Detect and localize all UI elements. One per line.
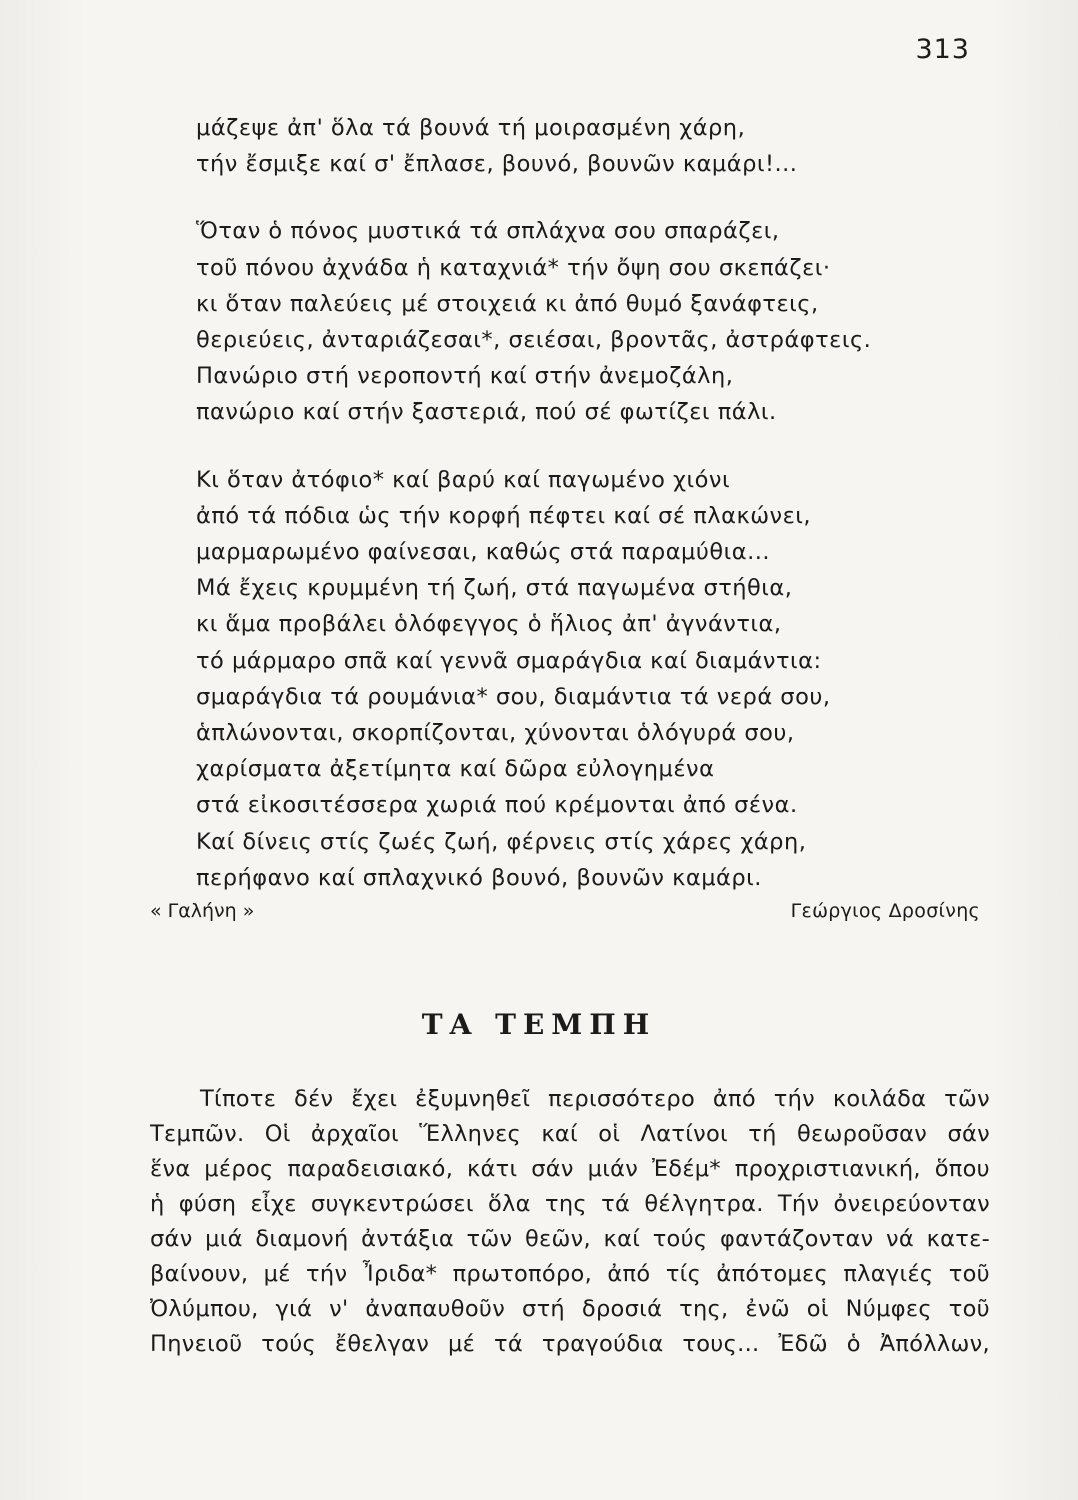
poem-stanza-3 [196, 462, 956, 896]
poem-author: Γεώργιος Δροσίνης [790, 900, 980, 922]
verse-line: κι ὅταν παλεύεις μέ στοιχειά κι ἀπό θυμό ξανάφτεις, [196, 290, 819, 317]
verse-line: περήφανο καί σπλαχνικό βουνό, βουνῶν καμάρι. [196, 864, 762, 891]
verse-line: θεριεύεις, ἀνταριάζεσαι*, σειέσαι, βροντᾶς, ἀστράφτεις. [196, 327, 872, 354]
poem-source: « Γαλήνη » [150, 900, 255, 922]
verse-line: τοῦ πόνου ἀχνάδα ἡ καταχνιά* τήν ὄψη σου σκεπάζει· [196, 254, 831, 281]
prose-line: ἡ φύση εἶχε συγκεντρώσει ὅλα της τά θέλγητρα. Τήν ὀνειρεύονταν [150, 1191, 990, 1217]
verse-line: σμαράγδια τά ρουμάνια* σου, διαμάντια τά νερά σου, [196, 683, 831, 710]
prose-line: Πηνειοῦ τούς ἔθελγαν μέ τά τραγούδια τους... Ἐδῶ ὁ Ἀπόλλων, [150, 1331, 990, 1357]
verse-line: πανώριο καί στήν ξαστεριά, πού σέ φωτίζει πάλι. [196, 399, 777, 426]
prose-line: βαίνουν, μέ τήν Ἶριδα* πρωτοπόρο, ἀπό τίς ἀπότομες πλαγιές τοῦ [150, 1261, 990, 1287]
prose-line: Ὀλύμπου, γιά ν' ἀναπαυθοῦν στή δροσιά της, ἐνῶ οἱ Νύμφες τοῦ [150, 1296, 990, 1322]
prose-line: Τεμπῶν. Οἱ ἀρχαῖοι Ἕλληνες καί οἱ Λατίνοι τή θεωροῦσαν σάν [150, 1121, 990, 1147]
verse-line: Καί δίνεις στίς ζωές ζωή, φέρνεις στίς χάρες χάρη, [196, 828, 807, 855]
verse-line: ἁπλώνονται, σκορπίζονται, χύνονται ὁλόγυρά σου, [196, 720, 795, 747]
verse-line: χαρίσματα ἀξετίμητα καί δῶρα εὐλογημένα [196, 756, 715, 783]
poem-attribution [150, 900, 980, 930]
poem-stanza-1 [196, 110, 956, 182]
verse-line: τήν ἔσμιξε καί σ' ἔπλασε, βουνό, βουνῶν καμάρι!... [196, 151, 798, 178]
poem [196, 110, 956, 927]
verse-line: τό μάρμαρο σπᾶ καί γεννᾶ σμαράγδια καί διαμάντια: [196, 647, 822, 674]
section-title: ΤΑ ΤΕΜΠΗ [421, 1008, 657, 1041]
page-number: 313 [915, 34, 970, 65]
prose-line: Τίποτε δέν ἔχει ἐξυμνηθεῖ περισσότερο ἀπό τήν κοιλάδα τῶν [200, 1086, 990, 1112]
verse-line: ἀπό τά πόδια ὡς τήν κορφή πέφτει καί σέ πλακώνει, [196, 502, 812, 529]
prose-line: ἕνα μέρος παραδεισιακό, κάτι σάν μιάν Ἐδέμ* προχριστιανική, ὅπου [150, 1156, 990, 1182]
verse-line: Πανώριο στή νεροποντή καί στήν ἀνεμοζάλη, [196, 363, 734, 390]
verse-line: κι ἅμα προβάλει ὁλόφεγγος ὁ ἥλιος ἀπ' ἀγνάντια, [196, 611, 782, 638]
verse-line: στά εἰκοσιτέσσερα χωριά πού κρέμονται ἀπό σένα. [196, 792, 798, 819]
verse-line: Κι ὅταν ἀτόφιο* καί βαρύ καί παγωμένο χιόνι [196, 466, 731, 493]
prose-line: σάν μιά διαμονή ἀντάξια τῶν θεῶν, καί τούς φαντάζονταν νά κατε- [150, 1226, 990, 1252]
verse-line: Μά ἔχεις κρυμμένη τή ζωή, στά παγωμένα στήθια, [196, 575, 793, 602]
verse-line: μαρμαρωμένο φαίνεσαι, καθώς στά παραμύθια... [196, 539, 771, 566]
verse-line: μάζεψε ἀπ' ὅλα τά βουνά τή μοιρασμένη χάρη, [196, 115, 746, 141]
prose-paragraph [150, 1082, 990, 1362]
poem-stanza-2 [196, 213, 956, 430]
verse-line: Ὅταν ὁ πόνος μυστικά τά σπλάχνα σου σπαράζει, [196, 218, 780, 245]
